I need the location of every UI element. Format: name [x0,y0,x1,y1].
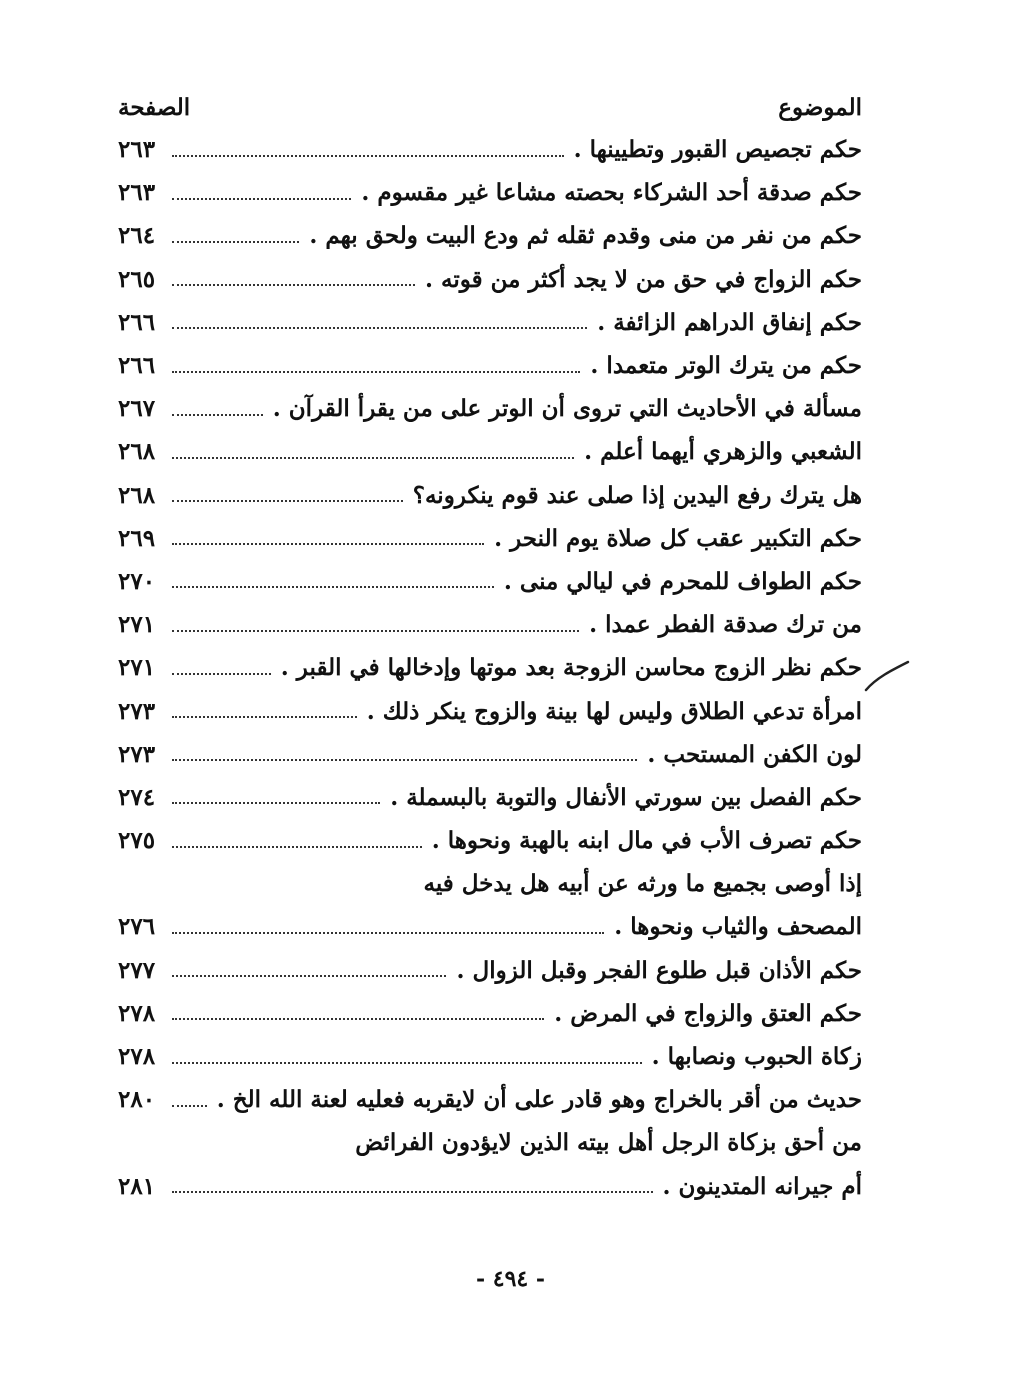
toc-entry [118,733,862,776]
dot-leader [172,716,357,718]
dot-leader [172,1191,653,1193]
toc-entry-page: ٢٦٦ [118,352,156,380]
toc-entry-title: حكم الأذان قبل طلوع الفجر وقبل الزوال . [456,956,862,984]
toc-entry [118,1121,862,1164]
toc-entry-page: ٢٦٧ [118,395,156,423]
toc-entry [118,301,862,344]
topic-column-heading: الموضوع [778,93,862,121]
toc-entry [118,474,862,517]
toc-entry-title: من ترك صدقة الفطر عمدا . [589,611,862,639]
toc-entry [118,862,862,905]
toc-entry [118,949,862,992]
toc-entry-page: ٢٧٥ [118,827,156,855]
toc-entry-page: ٢٦٥ [118,265,156,293]
toc-entry-title: إذا أوصى بجميع ما ورثه عن أبيه هل يدخل فيه [423,870,862,898]
dot-leader [172,155,564,157]
toc-entry [118,1035,862,1078]
dot-leader [172,241,299,243]
toc-entry-page: ٢٧٤ [118,783,156,811]
toc-entry [118,517,862,560]
table-of-contents [118,86,862,1208]
toc-header [118,86,862,128]
toc-entry-title: حكم الطواف للمحرم في ليالي منى . [503,567,862,595]
toc-entry-title: لون الكفن المستحب . [647,740,862,768]
toc-entry-title: حكم من نفر من منى وقدم ثقله ثم ودع البيت ولحق بهم . [309,222,862,250]
toc-entry-page: ٢٨١ [118,1172,156,1200]
dot-leader [172,327,587,329]
toc-entry [118,819,862,862]
toc-entry-title: الشعبي والزهري أيهما أعلم . [584,438,862,466]
toc-entry [118,1165,862,1208]
toc-entry-page: ٢٦٦ [118,308,156,336]
dot-leader [172,500,403,502]
toc-entry-title: مسألة في الأحاديث التي تروى أن الوتر على من يقرأ القرآن . [272,395,862,423]
toc-entry-title: حكم الفصل بين سورتي الأنفال والتوبة بالبسملة . [390,783,862,811]
toc-entry-page: ٢٧٧ [118,956,156,984]
dot-leader [172,975,446,977]
dot-leader [172,1018,544,1020]
toc-entry-page: ٢٧٠ [118,567,156,595]
dot-leader [172,543,484,545]
dot-leader [172,759,637,761]
toc-entry-page: ٢٧١ [118,654,156,682]
toc-entries [118,128,862,1208]
toc-entry-title: حكم صدقة أحد الشركاء بحصته مشاعا غير مقسوم . [361,179,862,207]
toc-entry-title: حديث من أقر بالخراج وهو قادر على أن لايقربه فعليه لعنة الله الخ . [216,1086,862,1114]
toc-entry-page: ٢٦٤ [118,222,156,250]
toc-entry-page: ٢٧١ [118,611,156,639]
toc-entry-title: من أحق بزكاة الرجل أهل بيته الذين لايؤدون الفرائض [355,1129,862,1157]
toc-entry [118,689,862,732]
toc-entry-page: ٢٧٣ [118,697,156,725]
toc-entry [118,905,862,948]
toc-entry [118,387,862,430]
dot-leader [172,371,580,373]
toc-entry [118,560,862,603]
toc-entry [118,171,862,214]
toc-entry-page: ٢٦٨ [118,438,156,466]
dot-leader [172,630,579,632]
pen-mark-icon [862,656,912,696]
dot-leader [172,846,422,848]
page-number: - ٤٩٤ - [475,1266,546,1292]
toc-entry-title: حكم نظر الزوج محاسن الزوجة بعد موتها وإدخالها في القبر . [280,654,862,682]
toc-entry-title: أم جيرانه المتدينون . [662,1172,862,1200]
toc-entry-page: ٢٦٨ [118,481,156,509]
toc-entry [118,258,862,301]
dot-leader [172,1062,642,1064]
toc-entry [118,1078,862,1121]
toc-entry [118,646,862,689]
dot-leader [172,284,415,286]
toc-entry-page: ٢٧٨ [118,999,156,1027]
toc-entry-title: حكم تصرف الأب في مال ابنه بالهبة ونحوها . [431,827,862,855]
toc-entry [118,430,862,473]
toc-entry-title: امرأة تدعي الطلاق وليس لها بينة والزوج ينكر ذلك . [366,697,862,725]
toc-entry-title: حكم إنفاق الدراهم الزائفة . [597,308,862,336]
toc-entry [118,128,862,171]
toc-entry-page: ٢٦٣ [118,179,156,207]
toc-entry-title: حكم من يترك الوتر متعمدا . [590,352,862,380]
toc-entry-page: ٢٧٣ [118,740,156,768]
dot-leader [172,457,574,459]
page-column-heading: الصفحة [118,93,191,121]
dot-leader [172,932,604,934]
dot-leader [172,586,494,588]
dot-leader [172,198,351,200]
dot-leader [172,1105,207,1107]
toc-entry-title: حكم العتق والزواج في المرض . [554,999,862,1027]
toc-entry-title: حكم التكبير عقب كل صلاة يوم النحر . [494,524,862,552]
toc-entry-title: هل يترك رفع اليدين إذا صلى عند قوم ينكرونه؟ [412,481,862,509]
toc-entry [118,344,862,387]
toc-entry [118,603,862,646]
toc-entry-title: المصحف والثياب ونحوها . [614,913,862,941]
dot-leader [172,802,380,804]
toc-entry [118,214,862,257]
toc-entry-title: حكم الزواج في حق من لا يجد أكثر من قوته . [425,265,862,293]
toc-entry-page: ٢٦٣ [118,136,156,164]
toc-entry-page: ٢٧٨ [118,1043,156,1071]
toc-entry-title: حكم تجصيص القبور وتطيينها . [573,136,862,164]
toc-entry [118,776,862,819]
dot-leader [172,673,271,675]
toc-entry-page: ٢٦٩ [118,524,156,552]
dot-leader [172,414,263,416]
toc-entry [118,992,862,1035]
toc-entry-page: ٢٨٠ [118,1086,156,1114]
toc-entry-title: زكاة الحبوب ونصابها . [651,1043,862,1071]
toc-entry-page: ٢٧٦ [118,913,156,941]
